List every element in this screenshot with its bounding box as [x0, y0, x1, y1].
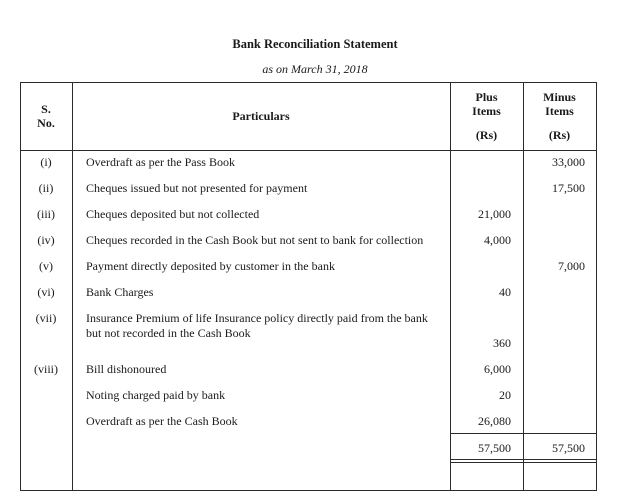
total-plus-amount: 57,500 [478, 441, 511, 455]
header-minus-line2: Items [545, 104, 574, 118]
row-minus-amount: 7,000 [558, 259, 585, 273]
header-plus-items [450, 90, 523, 118]
total-minus-amount: 57,500 [552, 441, 585, 455]
row-plus-amount: 6,000 [484, 362, 511, 376]
header-plus-unit: (Rs) [475, 128, 498, 142]
row-sno: (vi) [37, 285, 55, 299]
header-minus-unit: (Rs) [548, 128, 571, 142]
row-plus-amount: 360 [493, 336, 511, 350]
row-plus-amount: 21,000 [478, 207, 511, 221]
header-sno-line1: S. [41, 102, 51, 116]
row-particulars: Bill dishonoured [86, 362, 167, 376]
statement-title: Bank Reconciliation Statement [232, 37, 398, 51]
row-particulars: Cheques recorded in the Cash Book but not sent to bank for collection [86, 233, 424, 247]
header-sno [20, 102, 72, 130]
table-top-border [20, 82, 597, 83]
row-sno: (iv) [37, 233, 55, 247]
row-particulars: Cheques issued but not presented for payment [86, 181, 308, 195]
row-particulars: Overdraft as per the Cash Book [86, 414, 238, 428]
header-plus-line2: Items [472, 104, 501, 118]
row-particulars: Bank Charges [86, 285, 154, 299]
row-plus-amount: 4,000 [484, 233, 511, 247]
minus-column-divider [523, 82, 524, 491]
header-particulars: Particulars [232, 109, 290, 123]
row-plus-amount: 20 [499, 388, 511, 402]
row-sno: (viii) [34, 362, 58, 376]
row-particulars-line2: but not recorded in the Cash Book [86, 326, 251, 340]
sno-column-divider [72, 82, 73, 491]
header-plus-line1: Plus [475, 90, 498, 104]
row-sno: (vii) [35, 311, 57, 325]
header-bottom-border [20, 150, 597, 151]
row-sno: (v) [39, 259, 53, 273]
row-plus-amount: 40 [499, 285, 511, 299]
row-sno: (i) [40, 155, 52, 169]
table-bottom-border [20, 490, 597, 491]
row-sno: (ii) [38, 181, 54, 195]
row-minus-amount: 33,000 [552, 155, 585, 169]
row-particulars: Noting charged paid by bank [86, 388, 226, 402]
row-particulars-line1: Insurance Premium of life Insurance policy directly paid from the bank [86, 311, 428, 325]
row-particulars: Payment directly deposited by customer in the bank [86, 259, 335, 273]
row-particulars: Overdraft as per the Pass Book [86, 155, 235, 169]
header-minus-line1: Minus [543, 90, 576, 104]
table-right-border [596, 82, 597, 491]
row-particulars: Cheques deposited but not collected [86, 207, 260, 221]
row-plus-amount: 26,080 [478, 414, 511, 428]
row-minus-amount: 17,500 [552, 181, 585, 195]
header-minus-items [523, 90, 596, 118]
statement-date: as on March 31, 2018 [262, 62, 368, 76]
header-sno-line2: No. [37, 116, 55, 130]
row-sno: (iii) [37, 207, 55, 221]
